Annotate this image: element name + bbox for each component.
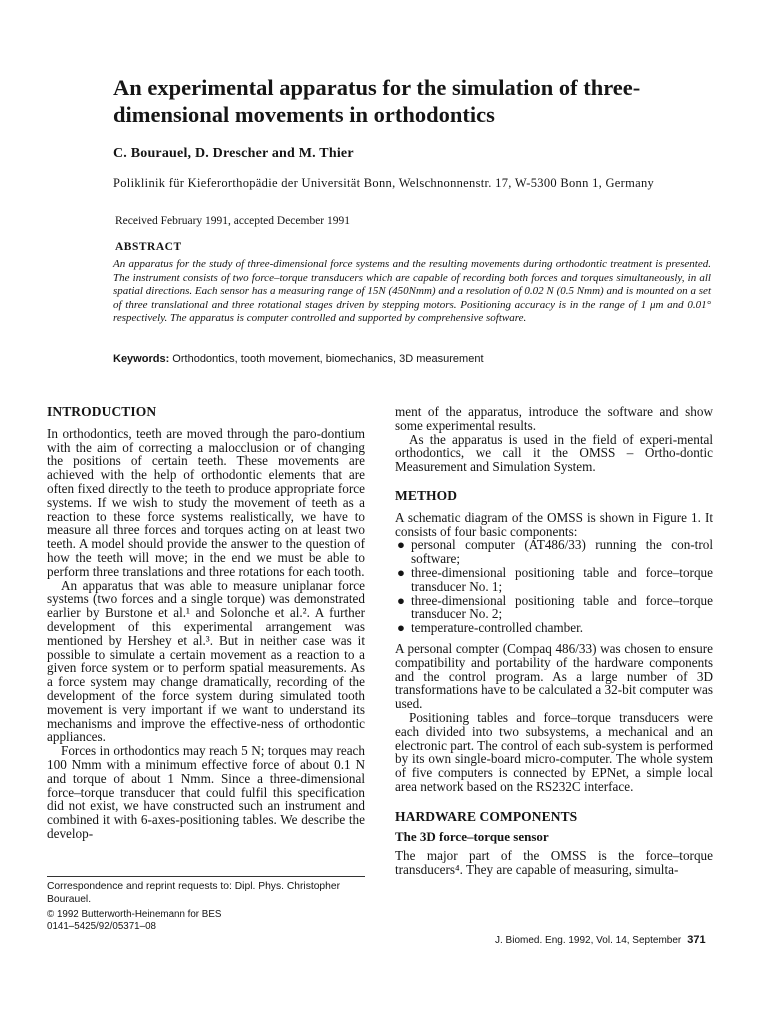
- intro-paragraph-3: Forces in orthodontics may reach 5 N; torques may reach 100 Nmm with a minimum effective force of about 0.1 N and torque of about 1 Nmm. Since a three-dimensional force–torque transducer that could fulfil this specification did not exist, we have constructed such an instrument and combined it with 6-axes-positioning tables. We describe the develop-: [47, 743, 365, 841]
- list-item: ● three-dimensional positioning table and force–torque transducer No. 2;: [397, 592, 713, 622]
- right-paragraph-1: ment of the apparatus, introduce the software and show some experimental results.: [395, 404, 713, 433]
- issn-line: 0141–5425/92/05371–08: [47, 920, 156, 932]
- bullet-icon: ●: [397, 592, 405, 608]
- paper-title: An experimental apparatus for the simulation of three-dimensional movements in orthodontics: [113, 75, 641, 127]
- footnote-divider: [47, 876, 365, 877]
- intro-paragraph-2: An apparatus that was able to measure uniplanar force systems (two forces and a single torque) was demonstrated earlier by Burstone et al.¹ and Solonche et al.². A further development of this experimental arrangement was mentioned by Hershey et al.³. But in neither case was it possible to simulate a certain movement as a reaction to a given force system or to perform spatial measurements. As a force system may change dramatically, recording of the development of the force system during simulated tooth movement is very important if we want to understand its mechanisms and improve the effective-ness of orthodontic appliances.: [47, 577, 365, 745]
- sensor-subheading: The 3D force–torque sensor: [395, 828, 549, 844]
- right-paragraph-2: As the apparatus is used in the field of experi-mental orthodontics, we call it the OMSS – Ortho-dontic Measurement and Simulation System.: [395, 431, 713, 475]
- hardware-heading: HARDWARE COMPONENTS: [395, 808, 578, 824]
- list-item: ● temperature-controlled chamber.: [397, 620, 584, 636]
- received-dates: Received February 1991, accepted December 1991: [115, 215, 351, 227]
- correspondence-note: Correspondence and reprint requests to: Dipl. Phys. Christopher Bourauel.: [47, 881, 341, 905]
- bullet-icon: ●: [397, 564, 405, 580]
- list-item: ● personal computer (AT486/33) running the con-trol software;: [397, 537, 713, 567]
- method-paragraph-3: Positioning tables and force–torque transducers were each divided into two subsystems, a mechanical and an electronic part. The control of each sub-system is performed by its own single-board micro-computer. The whole system of five computers is connected by EPNet, a simple local area network based on the RS232C interface.: [395, 709, 713, 794]
- component-list: [395, 538, 713, 635]
- intro-paragraph-1: In orthodontics, teeth are moved through the paro-dontium with the aim of correcting a malocclusion or of changing the positions of certain teeth. These movements are achieved with the help of orthodontic elements that are often fixed directly to the teeth to produce appropriate force systems. If we wish to study the movement of teeth as a reaction to these force systems realistically, we have to measure all three forces and torques acting on at least two teeth. A model should provide the answer to the question of how the teeth will move; in the end we must be able to perform three translations and three rotations for each tooth.: [47, 425, 365, 579]
- bullet-icon: ●: [397, 537, 405, 553]
- method-heading: METHOD: [395, 487, 458, 503]
- right-column: [395, 405, 713, 877]
- authors: C. Bourauel, D. Drescher and M. Thier: [113, 146, 354, 161]
- keywords: [113, 353, 484, 365]
- list-item: ● three-dimensional positioning table and force–torque transducer No. 1;: [397, 564, 713, 594]
- affiliation: Poliklinik für Kieferorthopädie der Universität Bonn, Welschnonnenstr. 17, W-5300 Bonn 1, Germany: [113, 176, 655, 190]
- page-number: 371: [687, 934, 706, 946]
- keywords-label: Keywords:: [113, 353, 170, 365]
- introduction-heading: INTRODUCTION: [47, 404, 157, 419]
- copyright-block: [47, 909, 221, 932]
- method-paragraph-2: A personal compter (Compaq 486/33) was chosen to ensure compatibility and portability of the hardware components and the control program. As a large number of 3D transformations have to be calculated a 32-bit computer was used.: [395, 640, 713, 712]
- keywords-text: Orthodontics, tooth movement, biomechanics, 3D measurement: [169, 353, 484, 365]
- journal-footer: [495, 934, 706, 946]
- abstract-text: An apparatus for the study of three-dimensional force systems and the resulting movements during orthodontic treatment is presented. The instrument consists of two force–torque transducers which are capable of recording both forces and torques simultaneously, in all spatial directions. Each sensor has a measuring range of 15N (450Nmm) and a resolution of 0.02 N (0.5 Nmm) and is mounted on a set of three translational and three rotational stages driven by stepping motors. Positioning accuracy is in the range of 1 μm and 0.01° respectively. The apparatus is computer controlled and supported by comprehensive software.: [113, 258, 711, 325]
- bullet-icon: ●: [397, 620, 405, 636]
- journal-citation: J. Biomed. Eng. 1992, Vol. 14, September: [495, 935, 682, 946]
- sensor-paragraph: The major part of the OMSS is the force–torque transducers⁴. They are capable of measuring, simulta-: [395, 848, 713, 878]
- method-paragraph-1: A schematic diagram of the OMSS is shown in Figure 1. It consists of four basic components:: [395, 509, 713, 539]
- left-column: [47, 405, 365, 841]
- copyright-line: © 1992 Butterworth-Heinemann for BES: [47, 909, 222, 920]
- abstract-heading: ABSTRACT: [115, 241, 182, 253]
